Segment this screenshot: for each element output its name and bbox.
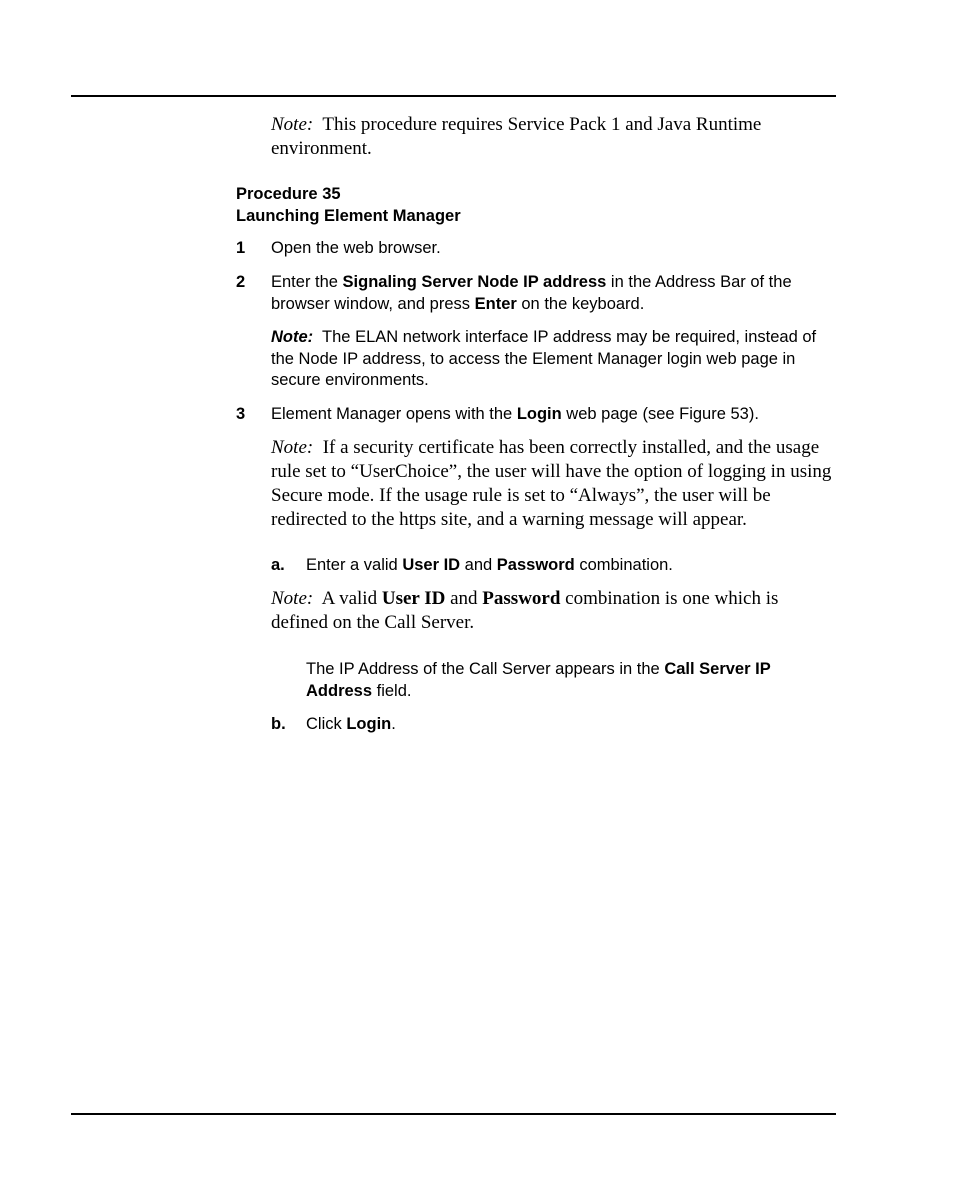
step-3a-t3: combination.: [574, 556, 673, 574]
note-step-2: [271, 327, 836, 392]
step-3a-text: [306, 555, 836, 577]
top-rule: [71, 95, 836, 97]
step-2-t2: in the Address Bar of the browser window, and press: [271, 273, 792, 313]
step-3a-t1: Enter a valid: [306, 556, 403, 574]
step-1-text: [271, 238, 836, 260]
step-2-t1: Enter the: [271, 273, 343, 291]
note-label: Note:: [271, 588, 314, 609]
note-text: This procedure requires Service Pack 1 and Java Runtime environment.: [271, 114, 762, 159]
step-3-number: 3: [236, 405, 246, 423]
step-3b-label: b.: [271, 715, 286, 733]
note-step-3: [271, 436, 837, 532]
step-2-text: [271, 272, 836, 315]
bottom-rule: [71, 1113, 836, 1115]
step-1-number: 1: [236, 239, 246, 257]
step-3-text: [271, 404, 836, 426]
note-label: Note:: [271, 328, 314, 346]
procedure-title: Launching Element Manager: [236, 206, 461, 225]
step-3a-label: a.: [271, 556, 285, 574]
step-3b-t1: Click: [306, 715, 347, 733]
step-3a-b2: Password: [496, 556, 575, 574]
info-t1: The IP Address of the Call Server appears in the: [306, 660, 665, 678]
note-t3: combination is one which is defined on the Call Server.: [271, 588, 779, 633]
procedure-number: Procedure 35: [236, 185, 341, 203]
note-step-3a: [271, 587, 811, 635]
step-3b-t2: .: [391, 715, 396, 733]
step-3-t2: web page (see Figure 53).: [561, 405, 759, 423]
step-3-b1: Login: [516, 405, 562, 423]
step-2-number: 2: [236, 273, 246, 291]
note-t1: A valid: [321, 588, 382, 609]
step-1-body: Open the web browser.: [271, 239, 441, 257]
note-b1: User ID: [381, 588, 446, 609]
call-server-info: [306, 659, 816, 702]
note-text: If a security certificate has been correctly installed, and the usage rule set to “UserChoice”, the user will have the option of logging in using Secure mode. If the usage rule is set to “Always”, the user will be redirected to the https site, and a warning message will appear.: [271, 437, 832, 530]
info-b1: Call Server IP Address: [306, 660, 771, 700]
procedure-heading: [236, 184, 461, 227]
note-intro: [271, 113, 831, 161]
step-3a-b1: User ID: [402, 556, 461, 574]
step-2-b2: Enter: [474, 294, 517, 313]
step-3a-t2: and: [460, 556, 497, 574]
step-3-t1: Element Manager opens with the: [271, 405, 517, 423]
note-text: The ELAN network interface IP address may be required, instead of the Node IP address, to access the Element Manager login web page in secure environments.: [271, 328, 817, 389]
note-b2: Password: [482, 588, 561, 609]
step-2-t3: on the keyboard.: [516, 294, 645, 313]
step-3b-text: [306, 714, 836, 736]
info-t2: field.: [372, 681, 412, 700]
note-t2: and: [445, 588, 483, 609]
step-2-b1: Signaling Server Node IP address: [342, 273, 607, 291]
step-3b-b1: Login: [346, 715, 392, 733]
note-label: Note:: [271, 437, 314, 458]
note-label: Note:: [271, 114, 314, 135]
